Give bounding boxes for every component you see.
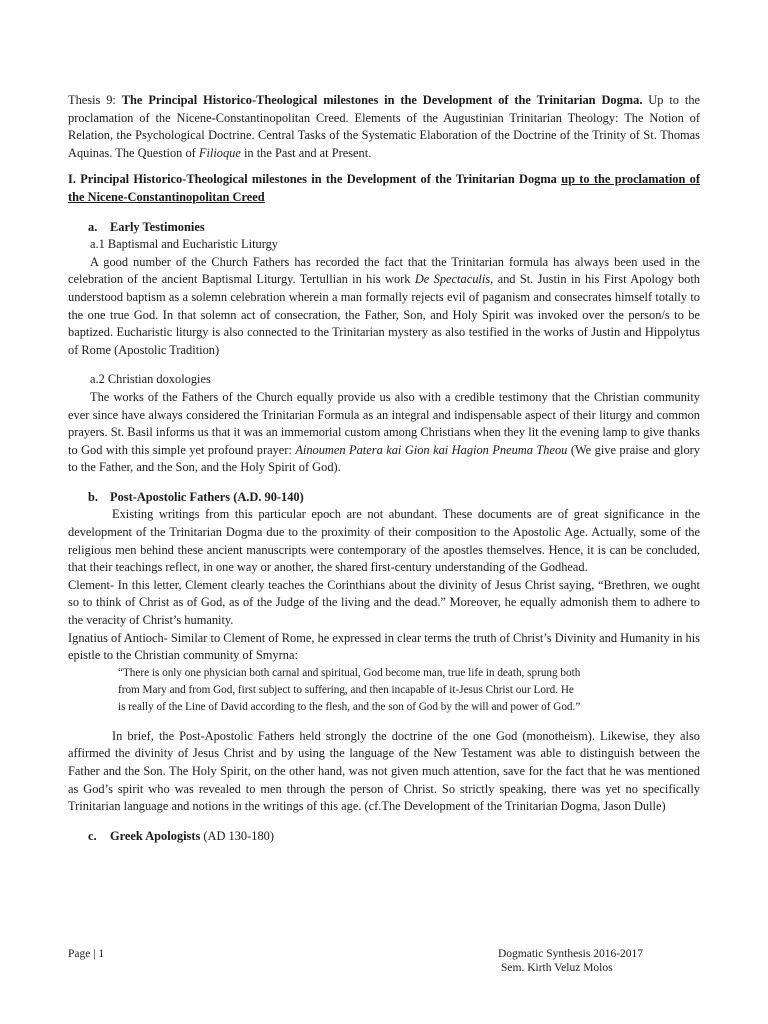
subsection-b-heading — [68, 489, 700, 507]
quote-line: “There is only one physician both carnal and spiritual, God become man, true life in death, sprung both — [118, 666, 581, 679]
subsection-c-label: c. — [88, 828, 97, 843]
paragraph-a1-text-end: and St. Justin in his First Apology both understood baptism as a solemn celebration wherein a man formally rejects evil of paganism and consecrates himself totally to the one true God. In that solemn act of consecration, the Father, Son, and Holy Spirit was invoked over the person/s to be baptized. Eucharistic liturgy is also connected to the Trinitarian mystery as also testified in the works of Justin and Hippolytus of Rome (Apostolic Tradition) — [68, 272, 700, 357]
subheading-a1: a.1 Baptismal and Eucharistic Liturgy — [90, 237, 278, 252]
paragraph-a2 — [68, 389, 700, 477]
thesis-title: The Principal Historico-Theological milestones in the Development of the Trinitarian Dogma. — [121, 93, 643, 107]
document-body — [68, 92, 700, 845]
footer-course: Dogmatic Synthesis 2016-2017 — [498, 948, 644, 960]
paragraph-b4: In brief, the Post-Apostolic Fathers held strongly the doctrine of the one God (monotheism). Likewise, they also affirmed the divinity of Jesus Christ and by using the language of the New Testament was able to distinguish between the Father and the Son. The Holy Spirit, on the other hand, was not given much attention, save for the fact that he was mentioned as God’s spirit who was revealed to men through the person of Christ. So strictly speaking, there was yet no specifically Trinitarian language and notions in the writings of this age. (cf.The Development of the Trinitarian Dogma, Jason Dulle) — [68, 728, 700, 814]
block-quote — [68, 665, 700, 716]
thesis-paragraph — [68, 92, 700, 162]
footer-author: Sem. Kirth Veluz Molos — [501, 962, 613, 974]
paragraph-b2: Clement- In this letter, Clement clearly teaches the Corinthians about the divinity of Jesus Christ saying, “Brethren, we ought so to think of Christ as of God, as of the Judge of the living and the dead.” Moreover, he equally admonish them to adhere to the veracity of Christ’s humanity. — [68, 577, 700, 628]
subsection-c-title: Greek Apologists — [110, 828, 201, 843]
thesis-italic: Filioque — [198, 145, 241, 160]
thesis-text: Up to the proclamation of the Nicene-Constantinopolitan Creed. Elements of the Augustinian Trinitarian Theology: The Notion of Relation, the Psychological Doctrine. Central Tasks of the Systematic Elaboration of the Doctrine of the Trinity of St. Thomas Aquinas. The Question of — [68, 93, 701, 160]
paragraph-a1-text: A good number of the Church Fathers has recorded the fact that the Trinitarian formula has always been used in the celebration of the ancient Baptismal Liturgy. Tertullian in his work — [68, 254, 700, 287]
subsection-c-dates: (AD 130-180) — [200, 828, 274, 843]
quote-line: is really of the Line of David according to the flesh, and the son of God by the will and power of God.” — [118, 700, 581, 713]
thesis-label: Thesis 9: — [68, 93, 122, 107]
paragraph-a2-text: The works of the Fathers of the Church equally provide us also with a credible testimony that the Christian community ever since have always considered the Trinitarian Formula as an integral and indispensable aspect of their liturgy and common prayers. St. Basil informs us that it was an immemorial custom among Christians when they lit the evening lamp to give thanks to God with this simple yet profound prayer: — [68, 389, 700, 457]
quote-line: from Mary and from God, first subject to suffering, and then incapable of it-Jesus Christ our Lord. He — [118, 683, 574, 696]
subsection-a-title: Early Testimonies — [110, 219, 205, 234]
subsection-a-label: a. — [88, 219, 98, 234]
paragraph-b1: Existing writings from this particular epoch are not abundant. These documents are of great significance in the development of the Trinitarian Dogma due to the proximity of their composition to the Apostolic Age. Actually, some of the religious men behind these ancient manuscripts were contemporary of the apostles themselves. Hence, it is can be concluded, that their teachings reflect, in one way or another, the shared first-century understanding of the Godhead. — [68, 507, 700, 575]
footer-right — [498, 947, 643, 975]
thesis-text-end: in the Past and at Present. — [240, 145, 372, 160]
section-heading — [68, 171, 700, 206]
paragraph-a2-italic: Ainoumen Patera kai Gion kai Hagion Pneuma Theou — [295, 442, 568, 457]
section-heading-underlined: up to the proclamation of the Nicene-Constantinopolitan Creed — [68, 172, 700, 204]
paragraph-a1-italic: De Spectaculis, — [414, 272, 494, 287]
subheading-a2: a.2 Christian doxologies — [90, 372, 211, 387]
section-heading-text: I. Principal Historico-Theological milestones in the Development of the Trinitarian Dogma — [68, 172, 562, 187]
paragraph-a1 — [68, 254, 700, 360]
paragraph-b3: Ignatius of Antioch- Similar to Clement of Rome, he expressed in clear terms the truth of Christ’s Divinity and Humanity in his epistle to the Christian community of Smyrna: — [68, 630, 700, 663]
subsection-b-label: b. — [88, 489, 98, 504]
subsection-c-heading — [68, 828, 700, 846]
subsection-a-heading — [68, 219, 700, 237]
paragraph-a2-text-end: (We give praise and glory to the Father, and the Son, and the Holy Spirit of God). — [68, 442, 700, 475]
page-number: Page | 1 — [68, 948, 105, 960]
subsection-b-title: Post-Apostolic Fathers (A.D. 90-140) — [110, 489, 304, 504]
